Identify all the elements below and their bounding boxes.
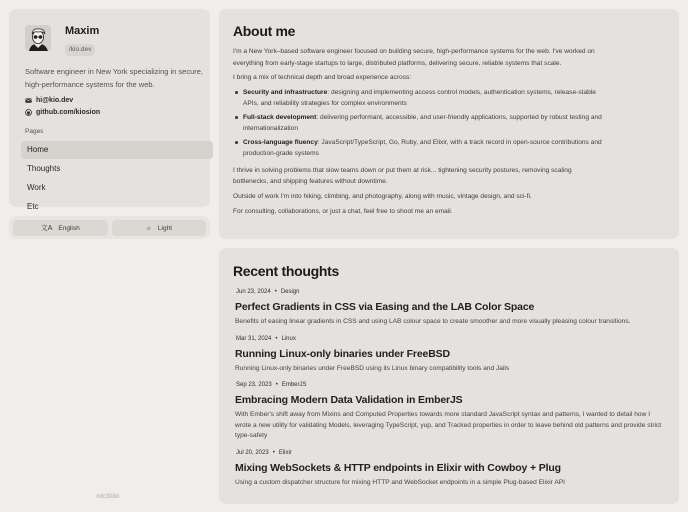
recent-thoughts-section bbox=[219, 248, 679, 504]
pages-label: Pages bbox=[25, 128, 44, 135]
thought-title-link[interactable]: Mixing WebSockets & HTTP endpoints in Elixir with Cowboy + Plug bbox=[235, 461, 561, 474]
theme-label: Light bbox=[157, 224, 173, 232]
thought-date: Sep 23, 2023 bbox=[236, 382, 272, 388]
meta-separator: • bbox=[275, 382, 278, 388]
translate-icon: 文A bbox=[40, 225, 53, 232]
thought-description: With Ember's shift away from Mixins and Computed Properties towards more standard JavaScript syntax and patterns, I wanted to detail how I wrote a new utility for validating Models, leveraging TypeScript, yup, and Tracked properties in order to leave behind old patterns and provide strict type-safety bbox=[235, 411, 662, 439]
email-link[interactable] bbox=[25, 97, 202, 104]
skills-list bbox=[233, 87, 603, 160]
meta-separator: • bbox=[272, 449, 275, 456]
email-text: hi@kio.dev bbox=[36, 97, 74, 104]
thought-item bbox=[233, 381, 665, 442]
thought-item bbox=[233, 288, 665, 328]
avatar bbox=[25, 25, 51, 51]
thought-date: Mar 31, 2024 bbox=[236, 335, 272, 342]
meta-separator: • bbox=[275, 335, 278, 342]
footer-hash: #dc308d bbox=[96, 494, 120, 500]
language-label: English bbox=[58, 224, 80, 232]
thought-tag[interactable]: EmberJS bbox=[281, 382, 307, 388]
about-outside: Outside of work I'm into hiking, climbing, and photography, along with music, vintage design, and sci-fi. bbox=[233, 193, 532, 201]
nav-item-thoughts[interactable]: Thoughts bbox=[27, 164, 61, 173]
github-link[interactable] bbox=[25, 109, 202, 116]
thought-meta bbox=[233, 381, 665, 390]
about-title: About me bbox=[233, 23, 296, 39]
sidebar bbox=[9, 9, 210, 239]
main-content bbox=[219, 9, 679, 504]
about-contact: For consulting, collaborations, or just a chat, feel free to shoot me an email. bbox=[233, 207, 453, 215]
meta-separator: • bbox=[274, 289, 277, 295]
thought-tag[interactable]: Design bbox=[280, 289, 300, 295]
about-body bbox=[233, 46, 603, 217]
thought-meta bbox=[233, 449, 665, 458]
profile-header bbox=[17, 17, 202, 56]
skill-text: : delivering performant, accessible, and user-friendly applications, supported by robust testing and internationalization bbox=[243, 113, 602, 133]
skill-title: Full-stack development bbox=[243, 113, 317, 121]
profile-name: Maxim bbox=[65, 25, 100, 37]
thought-title-link[interactable]: Perfect Gradients in CSS via Easing and the LAB Color Space bbox=[235, 301, 535, 313]
skill-item bbox=[233, 137, 603, 160]
github-text: github.com/kiosion bbox=[36, 109, 101, 116]
nav-item-etc[interactable]: Etc bbox=[27, 202, 39, 211]
thought-title-link[interactable]: Embracing Modern Data Validation in EmberJS bbox=[235, 394, 463, 406]
skill-text: : JavaScript/TypeScript, Go, Ruby, and Elixir, with a track record in open-source contributions and production-grade systems bbox=[243, 138, 602, 158]
thought-tag[interactable]: Linux bbox=[281, 335, 296, 342]
about-section bbox=[219, 9, 679, 239]
profile-bio: Software engineer in New York specializing in secure, high-performance systems for the web. bbox=[25, 67, 204, 89]
about-thrive: I thrive in solving problems that slow teams down or put them at risk... tightening security postures, removing scaling bottlenecks, and shipping features without downtime. bbox=[233, 166, 572, 186]
thoughts-title: Recent thoughts bbox=[233, 263, 339, 279]
thought-description: Using a custom dispatcher structure for mixing HTTP and WebSocket endpoints in a simple Plug-based Elixir API bbox=[235, 478, 565, 486]
thought-description: Running Linux-only binaries under FreeBSD using its Linux binary compatibility tools and Jails bbox=[235, 364, 510, 372]
skill-title: Security and infrastructure bbox=[243, 88, 328, 96]
mail-icon bbox=[25, 97, 32, 104]
sun-icon: ☼ bbox=[145, 224, 152, 232]
thought-date: Jun 23, 2024 bbox=[236, 289, 271, 295]
nav-item-work[interactable]: Work bbox=[27, 183, 46, 192]
skill-title: Cross-language fluency bbox=[243, 138, 318, 146]
thought-tag[interactable]: Elixir bbox=[278, 449, 292, 456]
settings-card bbox=[9, 216, 210, 239]
thought-meta bbox=[233, 288, 665, 297]
thought-item bbox=[233, 449, 665, 489]
github-icon bbox=[25, 109, 32, 116]
skill-item bbox=[233, 112, 603, 135]
language-button[interactable] bbox=[13, 220, 108, 236]
about-mix: I bring a mix of technical depth and broad experience across: bbox=[233, 74, 412, 82]
profile-card bbox=[9, 9, 210, 211]
thought-item bbox=[233, 335, 665, 375]
avatar-illustration-icon bbox=[25, 25, 51, 51]
page-nav bbox=[21, 141, 202, 216]
about-intro: I'm a New York–based software engineer focused on building secure, high-performance systems for the web. I've worked on everything from early-stage startups to large, distributed platforms, delivering secure, reliable systems that scale. bbox=[233, 48, 595, 67]
skill-item bbox=[233, 87, 603, 110]
theme-button[interactable] bbox=[112, 220, 207, 236]
thought-meta bbox=[233, 335, 665, 344]
handle-badge[interactable]: /kio.dev bbox=[65, 44, 95, 56]
skill-text: : designing and implementing access control models, authentication systems, release-stable APIs, and reliability strategies for complex environments bbox=[243, 88, 596, 108]
thought-date: Jul 20, 2023 bbox=[236, 449, 269, 456]
nav-item-home[interactable]: Home bbox=[21, 141, 213, 159]
thought-description: Benefits of easing linear gradients in CSS and using LAB colour space to create smoother and more visually pleasing colour transitions. bbox=[235, 318, 631, 325]
thought-title-link[interactable]: Running Linux-only binaries under FreeBSD bbox=[235, 347, 450, 360]
